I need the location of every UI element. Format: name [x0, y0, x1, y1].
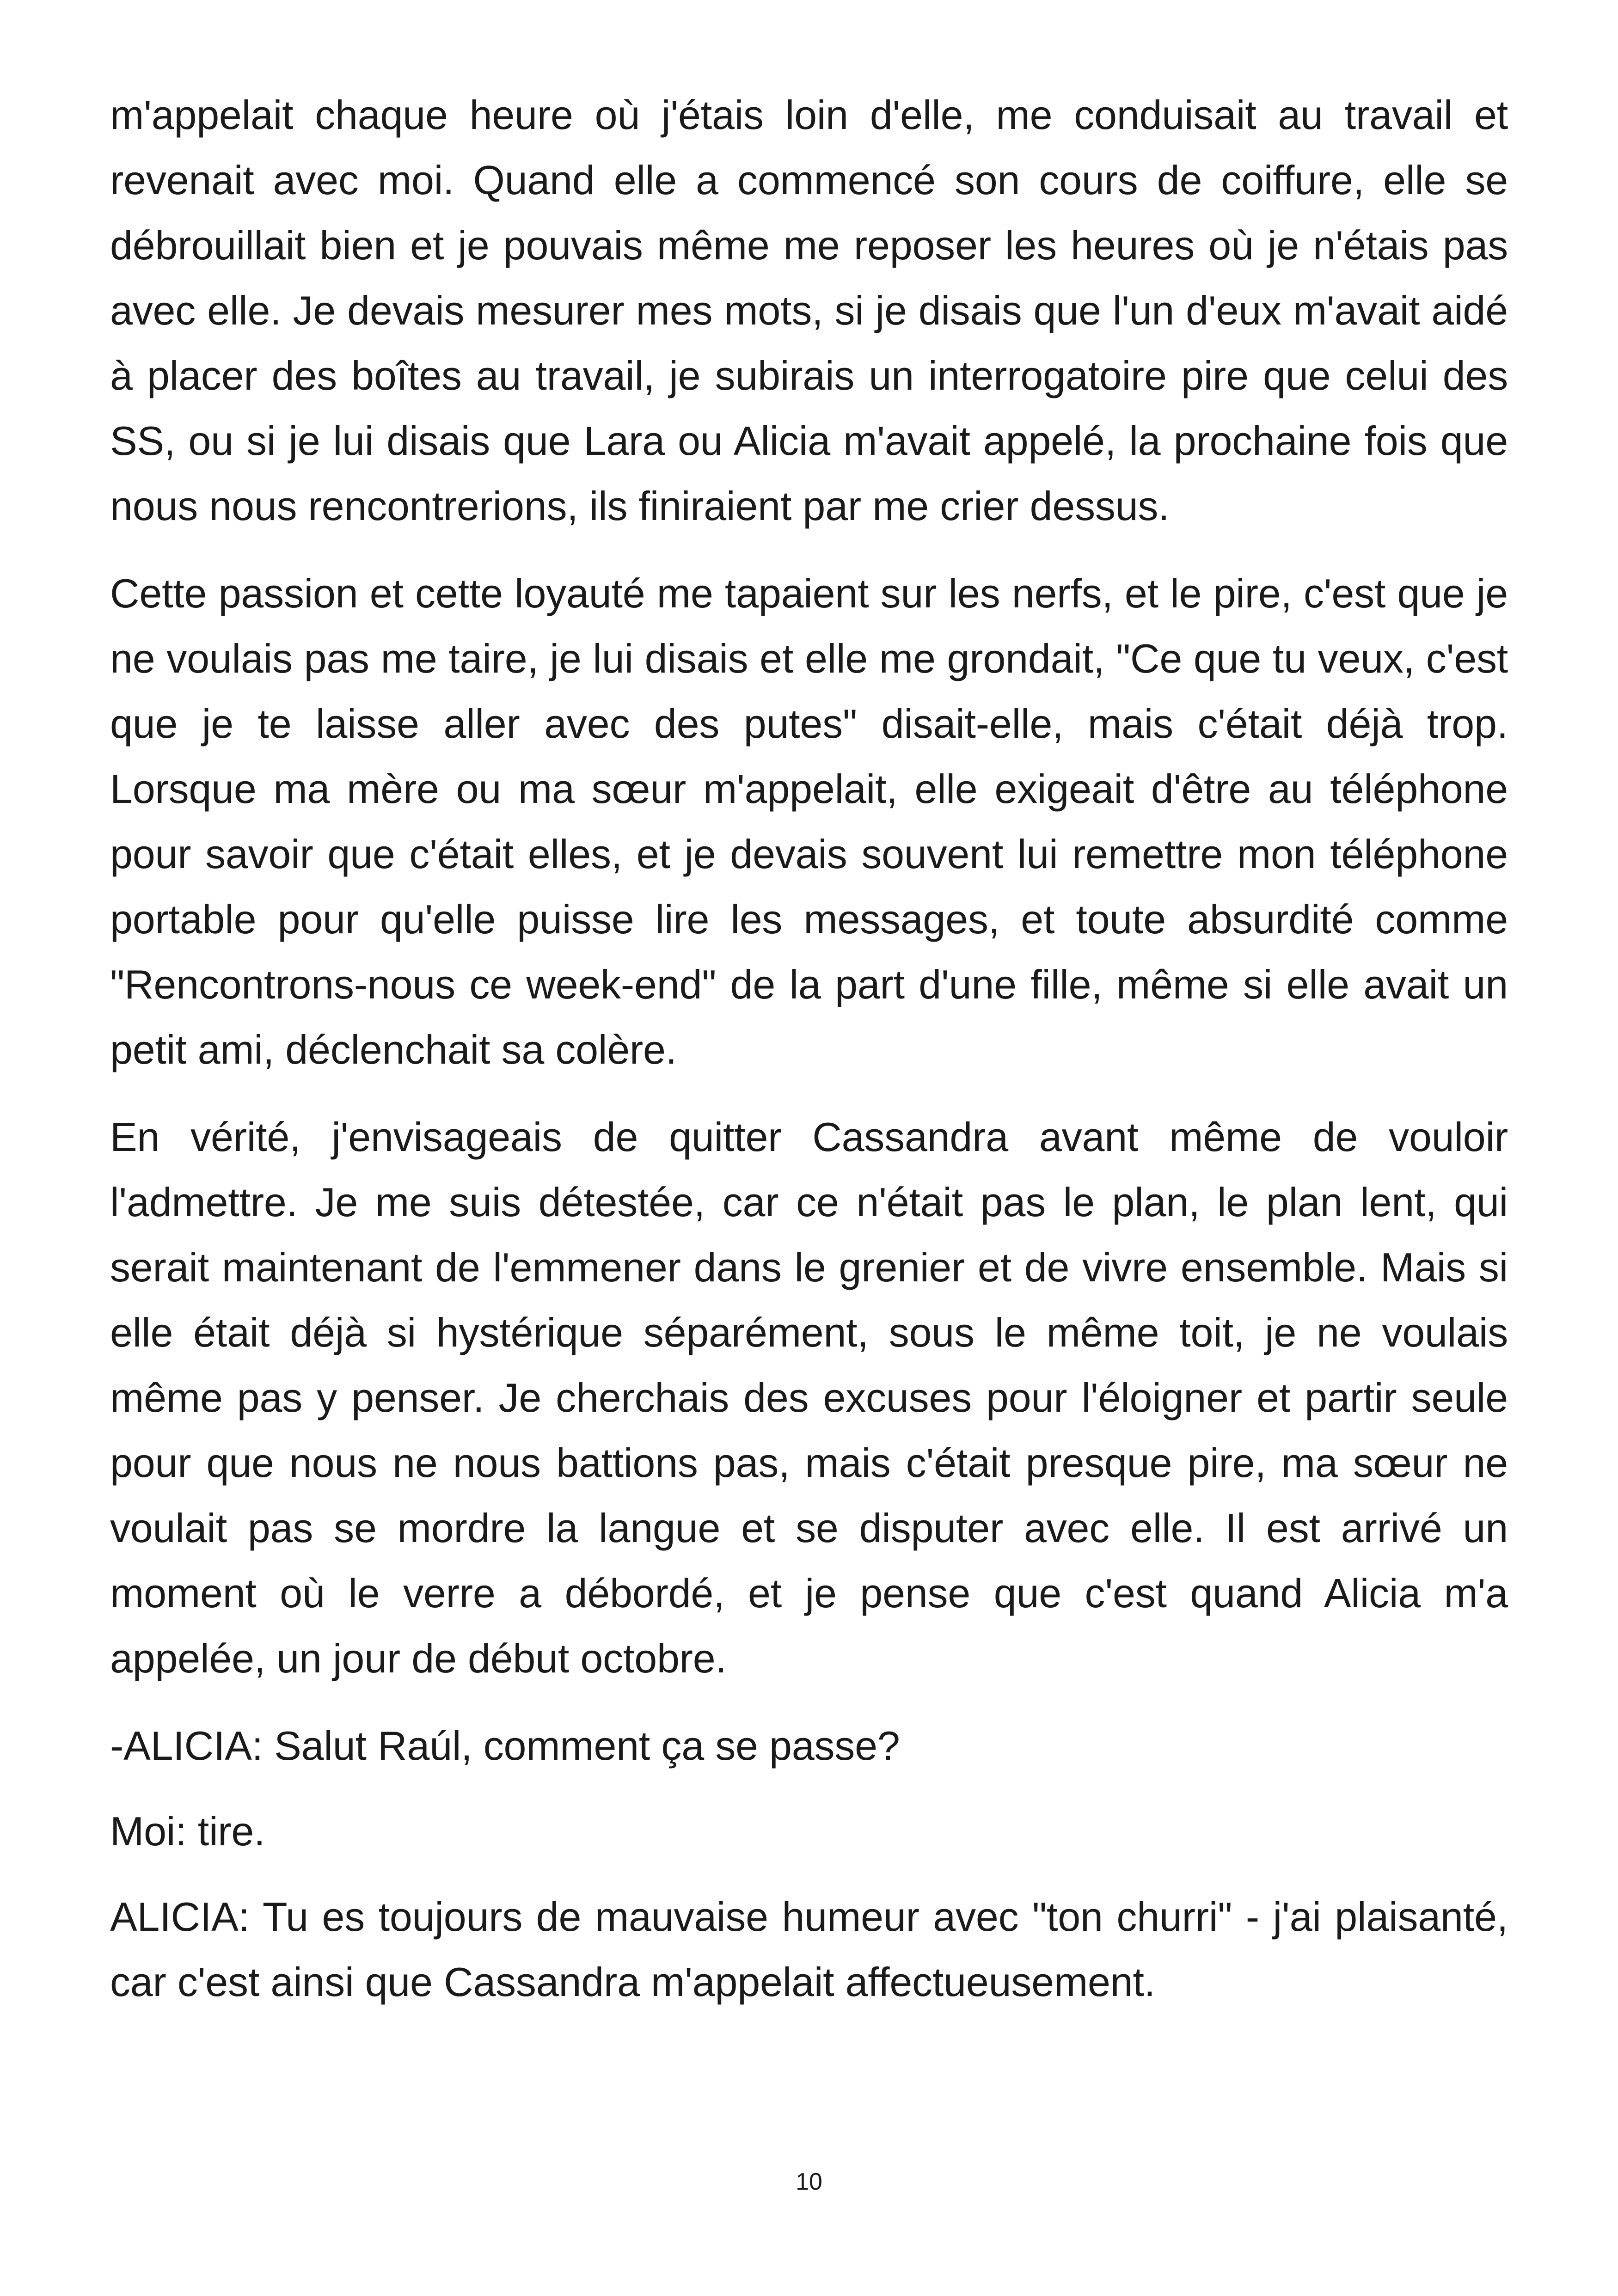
paragraph-1: m'appelait chaque heure où j'étais loin d'elle, me conduisait au travail et revenait avec moi. Quand elle a commencé son cours de coiffure, elle se débrouillait bien et je pouvais même me reposer les heures où je n'étais pas avec elle. Je devais mesurer mes mots, si je disais que l'un d'eux m'avait aidé à placer des boîtes au travail, je subirais un interrogatoire pire que celui des SS, ou si je lui disais que Lara ou Alicia m'avait appelé, la prochaine fois que nous nous rencontrerions, ils finiraient par me crier dessus. [110, 92, 1508, 529]
paragraph-3: En vérité, j'envisageais de quitter Cassandra avant même de vouloir l'admettre. Je me suis détestée, car ce n'était pas le plan, le plan lent, qui serait maintenant de l'emmener dans le grenier et de vivre ensemble. Mais si elle était déjà si hystérique séparément, sous le même toit, je ne voulais même pas y penser. Je cherchais des excuses pour l'éloigner et partir seule pour que nous ne nous battions pas, mais c'était presque pire, ma sœur ne voulait pas se mordre la langue et se disputer avec elle. Il est arrivé un moment où le verre a débordé, et je pense que c'est quand Alicia m'a appelée, un jour de début octobre. [110, 1114, 1508, 1681]
paragraph-2: Cette passion et cette loyauté me tapaient sur les nerfs, et le pire, c'est que je ne voulais pas me taire, je lui disais et elle me grondait, "Ce que tu veux, c'est que je te laisse aller avec des putes" disait-elle, mais c'était déjà trop. Lorsque ma mère ou ma sœur m'appelait, elle exigeait d'être au téléphone pour savoir que c'était elles, et je devais souvent lui remettre mon téléphone portable pour qu'elle puisse lire les messages, et toute absurdité comme "Rencontrons-nous ce week-end" de la part d'une fille, même si elle avait un petit ami, déclenchait sa colère. [110, 570, 1508, 1072]
dialogue-line-alicia: -ALICIA: Salut Raúl, comment ça se passe? [110, 1723, 900, 1769]
page-number: 10 [796, 2168, 822, 2195]
dialogue-line-moi: Moi: tire. [110, 1808, 265, 1854]
dialogue-line-alicia-2: ALICIA: Tu es toujours de mauvaise humeur avec "ton churri" - j'ai plaisanté, car c'est ainsi que Cassandra m'appelait affectueusement. [110, 1894, 1508, 2005]
body-text [110, 82, 1508, 2037]
